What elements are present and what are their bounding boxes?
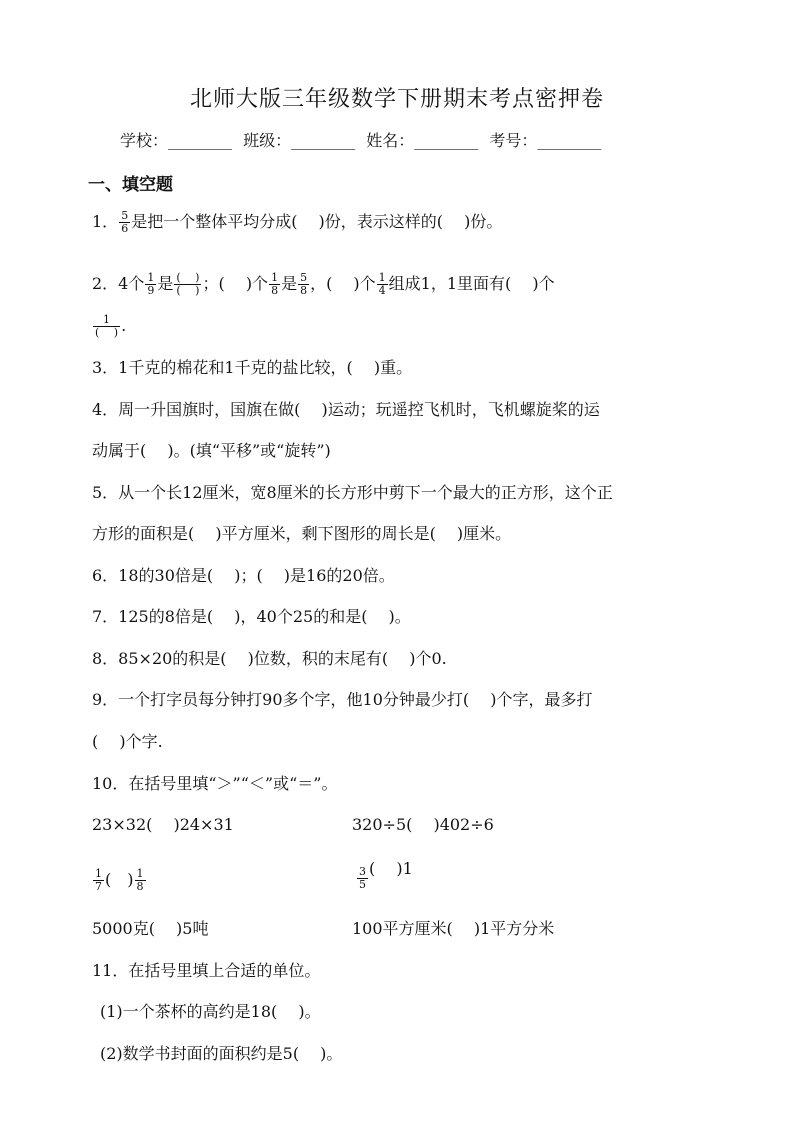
comparison-row-1 bbox=[92, 814, 712, 836]
comparison-row-3 bbox=[92, 918, 712, 940]
comparison-right: $\frac{3}{5}$ ( )1 bbox=[359, 859, 413, 891]
question-1 bbox=[92, 210, 502, 235]
page-title: 北师大版三年级数学下册期末考点密押卷 bbox=[189, 87, 604, 112]
question-10: 10．在括号里填“＞”“＜”或“＝”。 bbox=[92, 774, 338, 793]
question-2-cont: $\frac{1}{( )}$ . bbox=[95, 313, 127, 339]
comparison-left: 5000克( )5吨 bbox=[92, 919, 209, 938]
school-field[interactable]: 学校：________ bbox=[120, 131, 233, 150]
question-5-line-1: 5．从一个长12厘米，宽8厘米的长方形中剪下一个最大的正方形，这个正 bbox=[92, 483, 613, 502]
section-heading: 一、填空题 bbox=[88, 175, 173, 195]
name-field[interactable]: 姓名：________ bbox=[366, 131, 479, 150]
question-8: 8．85×20的积是( )位数，积的末尾有( )个0. bbox=[92, 649, 447, 668]
question-9-line-2: ( )个字. bbox=[92, 732, 163, 751]
comparison-left: 23×32( )24×31 bbox=[92, 815, 234, 834]
number-field[interactable]: 考号：________ bbox=[489, 131, 602, 150]
question-4-line-2: 动属于( )。(填“平移”或“旋转”) bbox=[92, 441, 331, 460]
comparison-left: $\frac{1}{7}$ ( ) $\frac{1}{8}$ bbox=[95, 867, 144, 893]
question-number: 1． bbox=[92, 212, 119, 231]
fraction: $\frac{5}{6}$ bbox=[121, 209, 129, 235]
class-field[interactable]: 班级：________ bbox=[243, 131, 356, 150]
comparison-row-2 bbox=[92, 858, 712, 898]
fraction: $\frac{5}{8}$ bbox=[300, 271, 308, 297]
comparison-right: 320÷5( )402÷6 bbox=[352, 815, 494, 834]
student-info-row bbox=[120, 128, 607, 151]
question-9-line-1: 9．一个打字员每分钟打90多个字，他10分钟最少打( )个字，最多打 bbox=[92, 690, 593, 709]
fraction-blank[interactable]: $\frac{1}{( )}$ bbox=[95, 313, 119, 339]
question-5-line-2: 方形的面积是( )平方厘米，剩下图形的周长是( )厘米。 bbox=[92, 524, 512, 543]
fraction: $\frac{1}{8}$ bbox=[271, 271, 279, 297]
question-11-part-1: (1)一个茶杯的高约是18( )。 bbox=[100, 1002, 321, 1021]
question-7: 7．125的8倍是( )，40个25的和是( )。 bbox=[92, 607, 411, 626]
question-text: 是把一个整体平均分成( )份，表示这样的( )份。 bbox=[131, 212, 503, 231]
comparison-right: 100平方厘米( )1平方分米 bbox=[352, 919, 555, 938]
fraction-blank[interactable]: $\frac{( )}{( )}$ bbox=[176, 271, 200, 297]
question-11-part-2: (2)数学书封面的面积约是5( )。 bbox=[100, 1044, 343, 1063]
question-6: 6．18的30倍是( )；( )是16的20倍。 bbox=[92, 566, 395, 585]
question-2: 2．4个 $\frac{1}{9}$ 是 $\frac{( )}{( )}$ ；( )个 $\frac{1}{8}$ 是 $\frac{5}{8}$ ，( )个 $\frac{1}{4}$ 组成1，1里面有( )个 bbox=[92, 271, 555, 297]
fraction: $\frac{1}{9}$ bbox=[147, 271, 155, 297]
question-4-line-1: 4．周一升国旗时，国旗在做( )运动；玩遥控飞机时，飞机螺旋桨的运 bbox=[92, 400, 600, 419]
fraction: $\frac{1}{4}$ bbox=[378, 271, 386, 297]
question-11: 11．在括号里填上合适的单位。 bbox=[92, 961, 321, 980]
question-3: 3．1千克的棉花和1千克的盐比较，( )重。 bbox=[92, 358, 413, 377]
